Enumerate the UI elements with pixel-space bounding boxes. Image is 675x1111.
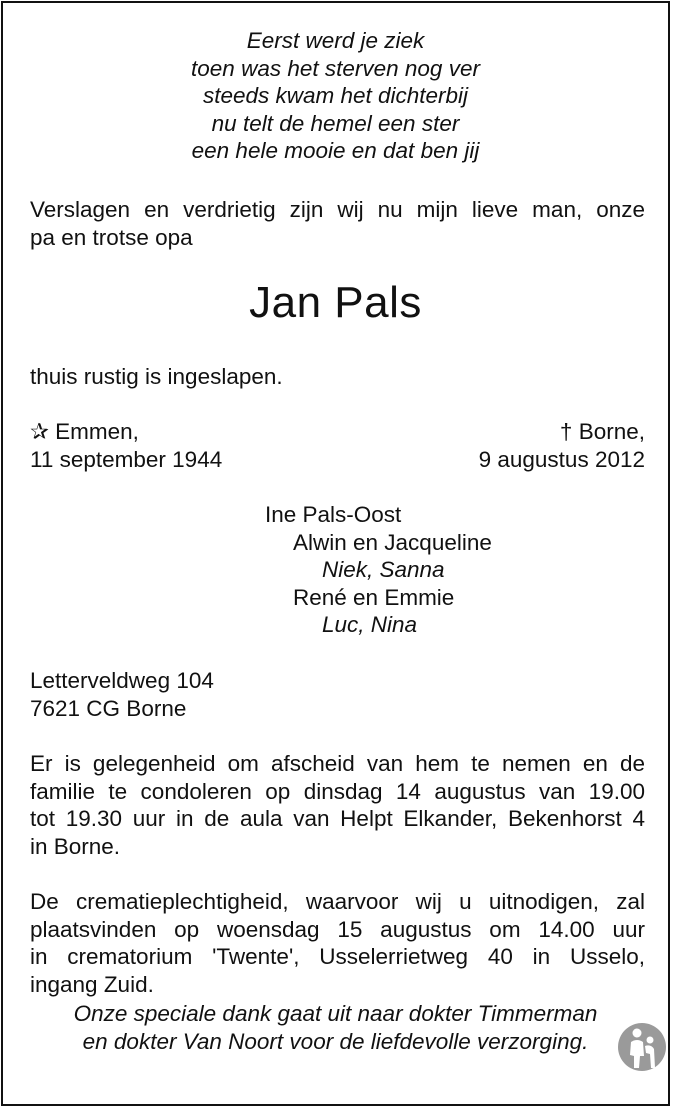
poem-line: nu telt de hemel een ster [211,110,460,136]
family-child: René en Emmie [293,585,455,610]
cremation-line: plaatsvinden op woensdag 15 augustus om 14.00 uur [30,916,645,942]
condolence-line: tot 19.30 uur in de aula van Helpt Elkander, Bekenhorst 4 [30,806,645,831]
condolence-line: Er is gelegenheid om afscheid van hem te nemen en de [30,751,645,776]
condolence-line: familie te condoleren op dinsdag 14 augustus van 19.00 [30,778,645,804]
cremation-line: ingang Zuid. [30,971,154,997]
family-grandchildren: Luc, Nina [322,612,418,637]
address-postal: 7621 CG Borne [30,695,187,721]
intro-line: pa en trotse opa [30,224,193,250]
star-icon: ✰ [30,419,49,444]
poem-line: steeds kwam het dichterbij [202,83,469,108]
birth-date: 11 september 1944 [30,446,223,472]
death-place: Borne, [578,419,645,444]
family-child: Alwin en Jacqueline [293,530,492,555]
poem-line: toen was het sterven nog ver [191,55,480,81]
thanks-text [3,1000,668,1055]
cremation-line: De crematieplechtigheid, waarvoor wij u uitnodigen, zal [30,889,645,914]
condolence-paragraph [30,750,645,860]
deceased-name: Jan Pals [249,278,422,327]
sleep-text: thuis rustig is ingeslapen. [30,364,283,389]
cremation-line: in crematorium 'Twente', Usselerrietweg 40 in Usselo, [30,944,645,969]
condolence-line: in Borne. [30,833,121,859]
obituary-card [1,1,670,1106]
address-street: Letterveldweg 104 [30,668,214,693]
thanks-line: en dokter Van Noort voor de liefdevolle verzorging. [82,1028,589,1054]
poem-line: een hele mooie en dat ben jij [191,138,480,163]
address [30,667,214,722]
intro-paragraph [30,196,645,251]
family-grandchildren: Niek, Sanna [322,557,445,582]
cross-icon: † [559,419,573,444]
intro-line: Verslagen en verdrietig zijn wij nu mijn lieve man, onze [30,197,645,222]
birth-info [30,418,222,473]
death-date: 9 augustus 2012 [478,446,645,472]
memorial-logo-icon [617,1022,667,1072]
thanks-line: Onze speciale dank gaat uit naar dokter Timmerman [73,1001,598,1026]
birth-place: Emmen, [55,419,139,444]
cremation-paragraph [30,888,645,998]
death-info [479,418,645,473]
poem-line: Eerst werd je ziek [246,28,425,53]
poem [3,27,668,165]
family-spouse: Ine Pals-Oost [265,502,402,527]
